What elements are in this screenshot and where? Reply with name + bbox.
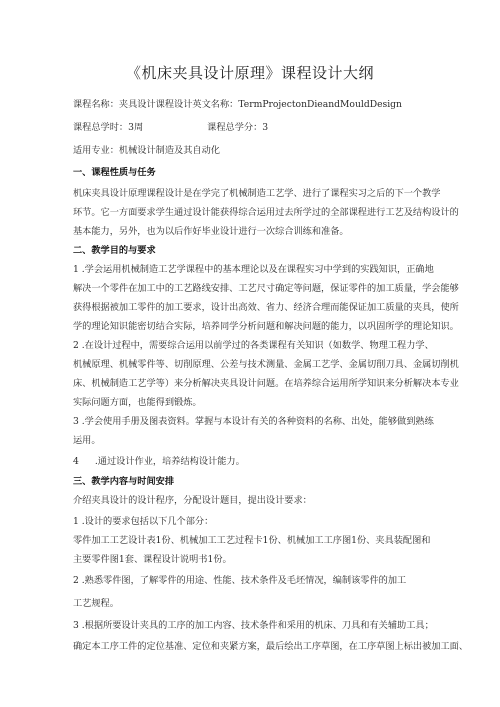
paragraph-line: 解决一个零件在加工中的工艺路线安排、工艺尺寸确定等问题，保证零件的加工质量，学会能够	[73, 283, 459, 294]
paragraph-line: 2 .在设计过程中，需要综合运用以前学过的各类课程有关知识（如数学、物理工程力学、	[73, 340, 434, 351]
paragraph-line: 学的理论知识能密切结合实际，培养同学分析问题和解决问题的能力，以巩固所学的理论知识。	[73, 321, 459, 332]
paragraph-line: 零件加工工艺设计表1份、机械加工工艺过程卡1份、机械加工工序图1份、夹具装配图和	[73, 535, 431, 546]
total-hours: 课程总学时：3周	[73, 122, 144, 133]
section-heading-3: 三、教学内容与时间安排	[73, 476, 175, 487]
paragraph-line: 实际问题方面，也能得到锻炼。	[73, 397, 202, 408]
paragraph-line: 机械原理、机械零件等、切削原理、公差与技术测量、金属工艺学、金属切削刀具、金属切削机	[73, 359, 459, 370]
item-number: 4	[73, 456, 79, 467]
paragraph-line	[73, 456, 453, 468]
item-text: .通过设计作业，培养结构设计能力。	[94, 456, 245, 467]
paragraph-line: 获得根据被加工零件的加工要求，设计出高效、省力、经济合理而能保证加工质量的夹具，使所	[73, 302, 459, 313]
paragraph-line: 床、机械制造工艺学等）来分析解决夹具设计问题。在培养综合运用所学知识来分析解决本专业	[73, 378, 459, 389]
paragraph-line: 介绍夹具设计的设计程序，分配设计题目，提出设计要求：	[73, 495, 312, 506]
paragraph-line: 1 .设计的要求包括以下几个部分：	[73, 516, 214, 527]
paragraph-line: 运用。	[73, 435, 101, 446]
paragraph-line: 3 .根据所要设计夹具的工序的加工内容、技术条件和采用的机床、刀具和有关辅助工具；	[73, 620, 434, 631]
total-credits: 课程总学分：3	[207, 122, 269, 133]
paragraph-line: 确定本工序工件的定位基准、定位和夹紧方案，最后绘出工序草图，在工序草图上标出被加工面、	[73, 641, 469, 652]
section-heading-2: 二、教学目的与要求	[73, 245, 156, 256]
paragraph-line: 3 .学会使用手册及图表资料。掌握与本设计有关的各种资料的名称、出处，能够做到熟练	[73, 416, 434, 427]
paragraph-line: 基本能力，另外，也为以后作好毕业设计进行一次综合训练和准备。	[73, 226, 349, 237]
paragraph-line: 工艺规程。	[73, 598, 119, 609]
paragraph-line: 环节。它一方面要求学生通过设计能获得综合运用过去所学过的全部课程进行工艺及结构设计的	[73, 207, 459, 218]
section-heading-1: 一、课程性质与任务	[73, 167, 156, 178]
major-line: 适用专业：机械设计制造及其自动化	[73, 145, 220, 156]
paragraph-line: 机床夹具设计原理课程设计是在学完了机械制造工艺学、进行了课程实习之后的下一个教学	[73, 188, 441, 199]
paragraph-line: 1 .学会运用机械制造工艺学课程中的基本理论以及在课程实习中学到的实践知识，正确地	[73, 264, 434, 275]
paragraph-line: 2 .熟悉零件图，了解零件的用途、性能、技术条件及毛坯情况，编制该零件的加工	[73, 575, 407, 586]
course-name-line: 课程名称：夹具设计课程设计英文名称：TermProjectonDieandMouldDesign	[73, 99, 402, 110]
page-title: 《机床夹具设计原理》课程设计大纲	[125, 64, 374, 82]
hours-credits-line	[73, 122, 453, 134]
paragraph-line: 主要零件图1套、课程设计说明书1份。	[73, 554, 232, 565]
